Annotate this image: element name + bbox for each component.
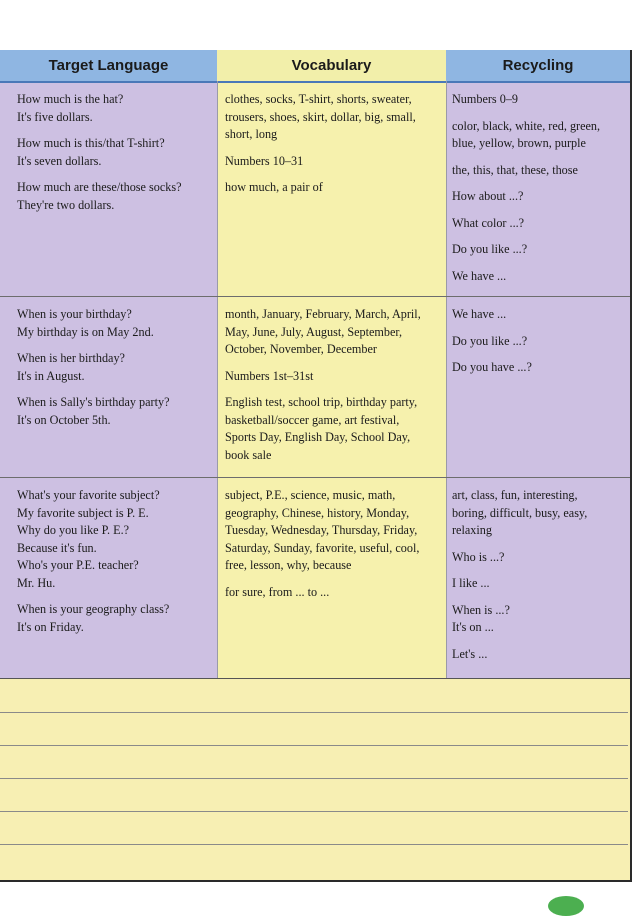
vocab-group xyxy=(225,153,441,171)
text-line: geography, Chinese, history, Monday, xyxy=(225,505,410,520)
row-1-vocabulary xyxy=(225,91,441,206)
recycling-group xyxy=(452,91,627,109)
header-recycling: Recycling xyxy=(446,50,630,83)
text-line: We have ... xyxy=(452,268,507,283)
recycling-group xyxy=(452,268,627,286)
text-line: Because it's fun. xyxy=(17,540,97,555)
text-line: When is Sally's birthday party? xyxy=(17,395,170,409)
vocab-group xyxy=(225,91,441,144)
row-3-recycling xyxy=(452,487,627,672)
recycling-group xyxy=(452,487,627,540)
text-line: color, black, white, red, green, xyxy=(452,118,601,133)
text-line: Do you have ...? xyxy=(452,360,532,374)
target-group xyxy=(17,91,212,126)
row-1-recycling xyxy=(452,91,627,294)
text-line: free, lesson, why, because xyxy=(225,558,352,572)
target-group xyxy=(17,306,212,341)
recycling-group xyxy=(452,333,627,351)
text-line: Tuesday, Wednesday, Thursday, Friday, xyxy=(225,523,418,537)
note-line xyxy=(0,712,628,713)
recycling-group xyxy=(452,162,627,180)
text-line: Mr. Hu. xyxy=(17,575,56,590)
recycling-group xyxy=(452,306,627,324)
text-line: They're two dollars. xyxy=(17,197,115,212)
text-line: It's on Friday. xyxy=(17,619,84,634)
text-line: Who is ...? xyxy=(452,549,505,564)
text-line: book sale xyxy=(225,447,272,462)
vocab-group xyxy=(225,487,441,575)
text-line: month, January, February, March, April, xyxy=(225,307,421,321)
text-line: Numbers 1st–31st xyxy=(225,368,314,383)
recycling-group xyxy=(452,602,627,637)
recycling-group xyxy=(452,549,627,567)
text-line: for sure, from ... to ... xyxy=(225,584,330,599)
vocab-group xyxy=(225,368,441,386)
text-line: My birthday is on May 2nd. xyxy=(17,324,154,339)
text-line: It's seven dollars. xyxy=(17,153,102,168)
text-line: May, June, July, August, September, xyxy=(225,324,403,339)
text-line: Sports Day, English Day, School Day, xyxy=(225,430,411,444)
note-line xyxy=(0,745,628,746)
text-line: How much are these/those socks? xyxy=(17,180,182,194)
text-line: Who's your P.E. teacher? xyxy=(17,558,139,572)
vocab-group xyxy=(225,394,441,464)
text-line: It's five dollars. xyxy=(17,109,93,124)
recycling-group xyxy=(452,118,627,153)
vocab-group xyxy=(225,306,441,359)
row-divider xyxy=(0,296,630,297)
text-line: When is ...? xyxy=(452,602,510,617)
row-2-recycling xyxy=(452,306,627,386)
target-group xyxy=(17,350,212,385)
text-line: Numbers 10–31 xyxy=(225,153,304,168)
text-line: Saturday, Sunday, favorite, useful, cool, xyxy=(225,540,420,555)
row-1-target xyxy=(17,91,212,223)
column-divider xyxy=(446,81,447,678)
vocab-group xyxy=(225,179,441,197)
text-line: boring, difficult, busy, easy, xyxy=(452,505,588,520)
text-line: How much is the hat? xyxy=(17,92,124,106)
note-line xyxy=(0,778,628,779)
text-line: blue, yellow, brown, purple xyxy=(452,136,586,150)
text-line: How about ...? xyxy=(452,189,524,203)
recycling-group xyxy=(452,241,627,259)
recycling-group xyxy=(452,646,627,664)
text-line: subject, P.E., science, music, math, xyxy=(225,488,396,502)
text-line: We have ... xyxy=(452,307,507,321)
row-3-target xyxy=(17,487,212,645)
text-line: basketball/soccer game, art festival, xyxy=(225,412,400,427)
target-group xyxy=(17,487,212,592)
text-line: I like ... xyxy=(452,576,490,590)
text-line: relaxing xyxy=(452,523,492,537)
recycling-group xyxy=(452,575,627,593)
text-line: It's on ... xyxy=(452,620,494,634)
text-line: My favorite subject is P. E. xyxy=(17,505,149,520)
vocab-group xyxy=(225,584,441,602)
text-line: October, November, December xyxy=(225,342,377,356)
target-group xyxy=(17,179,212,214)
text-line: English test, school trip, birthday party, xyxy=(225,395,418,409)
header-vocabulary: Vocabulary xyxy=(217,50,446,83)
text-line: Do you like ...? xyxy=(452,333,528,348)
row-2-vocabulary xyxy=(225,306,441,473)
text-line: Numbers 0–9 xyxy=(452,92,519,106)
text-line: the, this, that, these, those xyxy=(452,162,578,177)
text-line: Why do you like P. E.? xyxy=(17,523,130,537)
text-line: short, long xyxy=(225,127,278,141)
text-line: When is her birthday? xyxy=(17,351,125,365)
text-line: Let's ... xyxy=(452,646,488,661)
text-line: It's on October 5th. xyxy=(17,412,111,427)
row-3-vocabulary xyxy=(225,487,441,610)
target-group xyxy=(17,135,212,170)
text-line: When is your birthday? xyxy=(17,307,132,321)
text-line: When is your geography class? xyxy=(17,602,170,616)
target-group xyxy=(17,394,212,429)
row-2-target xyxy=(17,306,212,438)
header-target-language: Target Language xyxy=(0,50,217,83)
syllabus-table xyxy=(0,50,632,882)
note-line xyxy=(0,844,628,845)
recycling-group xyxy=(452,188,627,206)
recycling-group xyxy=(452,359,627,377)
text-line: clothes, socks, T-shirt, shorts, sweater, xyxy=(225,92,412,106)
text-line: How much is this/that T-shirt? xyxy=(17,136,165,150)
text-line: art, class, fun, interesting, xyxy=(452,488,578,502)
target-group xyxy=(17,601,212,636)
text-line: trousers, shoes, skirt, dollar, big, small, xyxy=(225,109,416,124)
text-line: It's in August. xyxy=(17,368,85,383)
text-line: What's your favorite subject? xyxy=(17,488,160,502)
table-bottom-border xyxy=(0,678,630,679)
text-line: What color ...? xyxy=(452,215,525,230)
recycling-group xyxy=(452,215,627,233)
note-line xyxy=(0,811,628,812)
column-divider xyxy=(217,81,218,678)
row-divider xyxy=(0,477,630,478)
text-line: Do you like ...? xyxy=(452,242,528,256)
page-number-badge xyxy=(548,896,584,916)
text-line: how much, a pair of xyxy=(225,180,323,194)
